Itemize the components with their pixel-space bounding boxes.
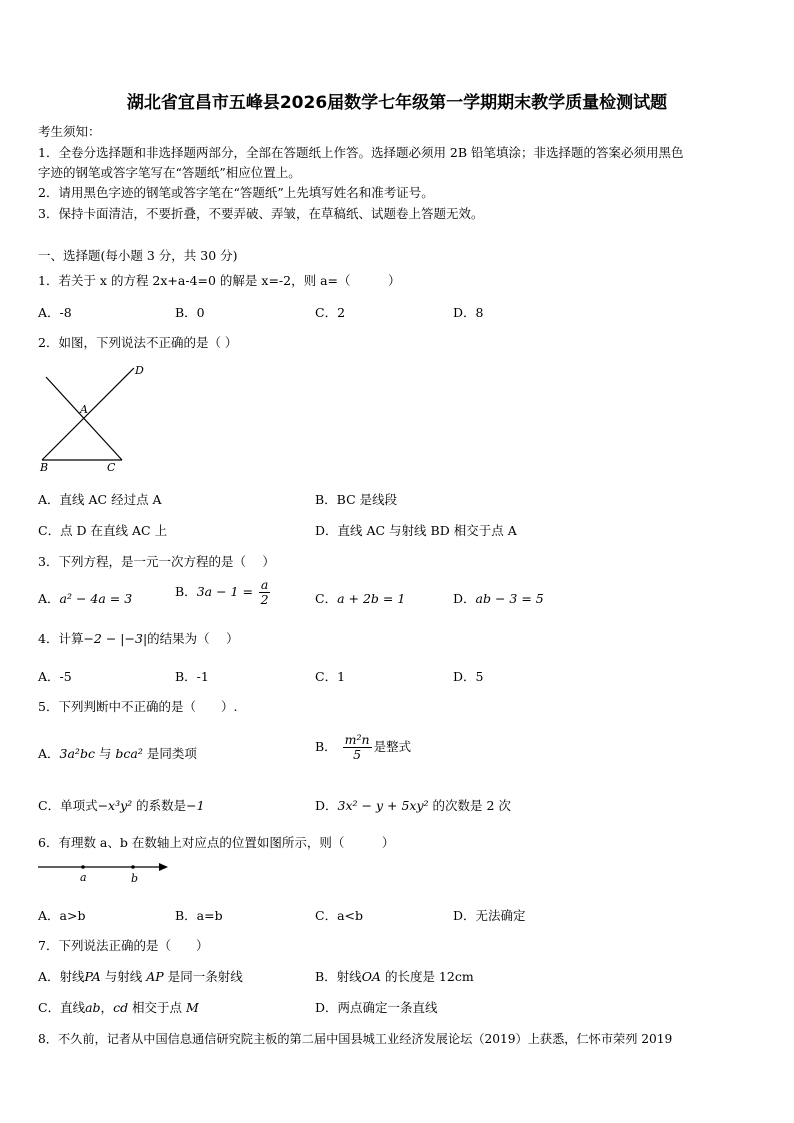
- q4-option-d: D．5: [453, 669, 484, 684]
- option-label: C．直线: [38, 1000, 86, 1015]
- q2-stem: 2．如图，下列说法不正确的是（ ）: [38, 335, 238, 350]
- q7-option-c: [38, 998, 199, 1016]
- option-label: B．: [175, 584, 197, 599]
- denominator: 5: [353, 747, 362, 762]
- fraction: [259, 578, 270, 607]
- stem-prefix: 4．计算: [38, 631, 84, 646]
- option-label: A．射线: [38, 969, 85, 984]
- q3-stem: 3．下列方程，是一元一次方程的是（ ）: [38, 554, 275, 569]
- q4-option-c: C．1: [315, 669, 346, 684]
- label-d: D: [135, 364, 144, 377]
- q3-option-d: [453, 589, 544, 607]
- q4-option-a: A．-5: [38, 669, 72, 684]
- notice-item-1-cont: 字迹的钢笔或答字笔写在“答题纸”相应位置上。: [38, 165, 301, 180]
- q1-option-c: C．2: [315, 305, 346, 320]
- option-label: A．: [38, 746, 60, 761]
- q4-option-b: B．-1: [175, 669, 209, 684]
- q3-option-a: [38, 589, 132, 607]
- notice-item-2: 2．请用黑色字迹的钢笔或答字笔在“答题纸”上先填写姓名和准考证号。: [38, 185, 434, 200]
- math: cd: [113, 1000, 129, 1015]
- q2-option-b: B．BC 是线段: [315, 492, 398, 507]
- text: 是整式: [373, 739, 412, 754]
- text: 的长度是: [380, 969, 439, 984]
- q1-option-b: B．0: [175, 305, 205, 320]
- ray-bd: [42, 368, 134, 460]
- q6-option-c: C．a<b: [315, 908, 363, 923]
- math: −1: [186, 798, 205, 813]
- option-label: C．: [315, 591, 338, 606]
- option-label: C．单项式: [38, 798, 98, 813]
- q7-stem: 7．下列说法正确的是（ ）: [38, 938, 209, 953]
- label-c: C: [107, 461, 116, 474]
- q7-option-b: [315, 967, 474, 985]
- q6-option-a: A．a>b: [38, 908, 86, 923]
- q1-stem: 1．若关于 x 的方程 2x+a-4=0 的解是 x=-2，则 a=（ ）: [38, 273, 401, 288]
- section-heading: 一、选择题(每小题 3 分，共 30 分): [38, 248, 238, 263]
- q2-option-c: C．点 D 在直线 AC 上: [38, 523, 168, 538]
- q1-option-d: D．8: [453, 305, 484, 320]
- math: M: [186, 1000, 199, 1015]
- q4-stem: [38, 629, 239, 647]
- text: 的系数是: [132, 798, 187, 813]
- stem-math: −2 − |−3|: [83, 631, 148, 646]
- text: 与: [94, 746, 116, 761]
- math: OA: [361, 969, 381, 984]
- q6-option-d: D．无法确定: [453, 908, 526, 923]
- q5-option-d: [315, 796, 511, 814]
- math: 12cm: [438, 969, 474, 984]
- point-a: [81, 865, 85, 869]
- q8-stem: 8．不久前，记者从中国信息通信研究院主板的第二届中国县城工业经济发展论坛（2019）上获悉，仁怀市荣列 2019: [38, 1032, 673, 1046]
- label-b: B: [40, 461, 49, 474]
- numerator: a: [260, 577, 269, 592]
- option-label: B．: [315, 739, 337, 754]
- q7-option-d: D．两点确定一条直线: [315, 1000, 438, 1015]
- label-a: a: [80, 871, 87, 884]
- q6-option-b: B．a=b: [175, 908, 223, 923]
- notice-item-3: 3．保持卡面清洁，不要折叠，不要弄破、弄皱，在草稿纸、试题卷上答题无效。: [38, 206, 484, 221]
- q2-option-d: D．直线 AC 与射线 BD 相交于点 A: [315, 523, 517, 538]
- q6-number-line: [36, 859, 176, 887]
- formula: 3a − 1 =: [196, 584, 253, 599]
- stem-suffix: 的结果为（ ）: [147, 631, 239, 646]
- label-a: A: [80, 403, 88, 416]
- q3-option-b: [175, 578, 272, 607]
- page-title: 湖北省宜昌市五峰县2026届数学七年级第一学期期末教学质量检测试题: [126, 93, 668, 113]
- fraction: [343, 733, 372, 762]
- q7-option-a: [38, 967, 243, 985]
- axis-arrow: [159, 863, 168, 871]
- text: 相交于点: [128, 1000, 187, 1015]
- option-label: D．: [315, 798, 338, 813]
- math: 3a²bc: [59, 746, 95, 761]
- q5-option-b: [315, 733, 411, 762]
- option-label: B．射线: [315, 969, 362, 984]
- math: AP: [146, 969, 164, 984]
- math: PA: [84, 969, 101, 984]
- point-b: [131, 865, 135, 869]
- formula: a + 2b = 1: [337, 591, 406, 606]
- notice-heading: 考生须知：: [38, 124, 101, 139]
- math: ab: [85, 1000, 101, 1015]
- q2-line-figure: [36, 362, 148, 474]
- q1-option-a: A．-8: [38, 305, 72, 320]
- q5-option-a: [38, 744, 197, 762]
- math: 3x² − y + 5xy²: [337, 798, 429, 813]
- text: ，: [100, 1000, 114, 1015]
- denominator: 2: [260, 592, 269, 607]
- text: 与射线: [100, 969, 147, 984]
- numerator: m²n: [344, 732, 370, 747]
- q3-option-c: [315, 589, 405, 607]
- formula: a² − 4a = 3: [59, 591, 133, 606]
- q6-stem: 6．有理数 a、b 在数轴上对应点的位置如图所示，则（ ）: [38, 835, 395, 850]
- math: bca²: [115, 746, 143, 761]
- math: −x³y²: [97, 798, 133, 813]
- label-b: b: [131, 872, 139, 885]
- notice-item-1: 1．全卷分选择题和非选择题两部分，全部在答题纸上作答。选择题必须用 2B 铅笔填涂；非选择题的答案必须用黑色: [38, 145, 684, 160]
- text: 是同类项: [142, 746, 197, 761]
- option-label: D．: [453, 591, 476, 606]
- text: 的次数是 2 次: [428, 798, 511, 813]
- formula: ab − 3 = 5: [475, 591, 544, 606]
- text: 是同一条射线: [163, 969, 243, 984]
- q5-stem: 5．下列判断中不正确的是（ ）.: [38, 699, 238, 714]
- q2-option-a: A．直线 AC 经过点 A: [38, 492, 162, 507]
- option-label: A．: [38, 591, 60, 606]
- q5-option-c: [38, 796, 205, 814]
